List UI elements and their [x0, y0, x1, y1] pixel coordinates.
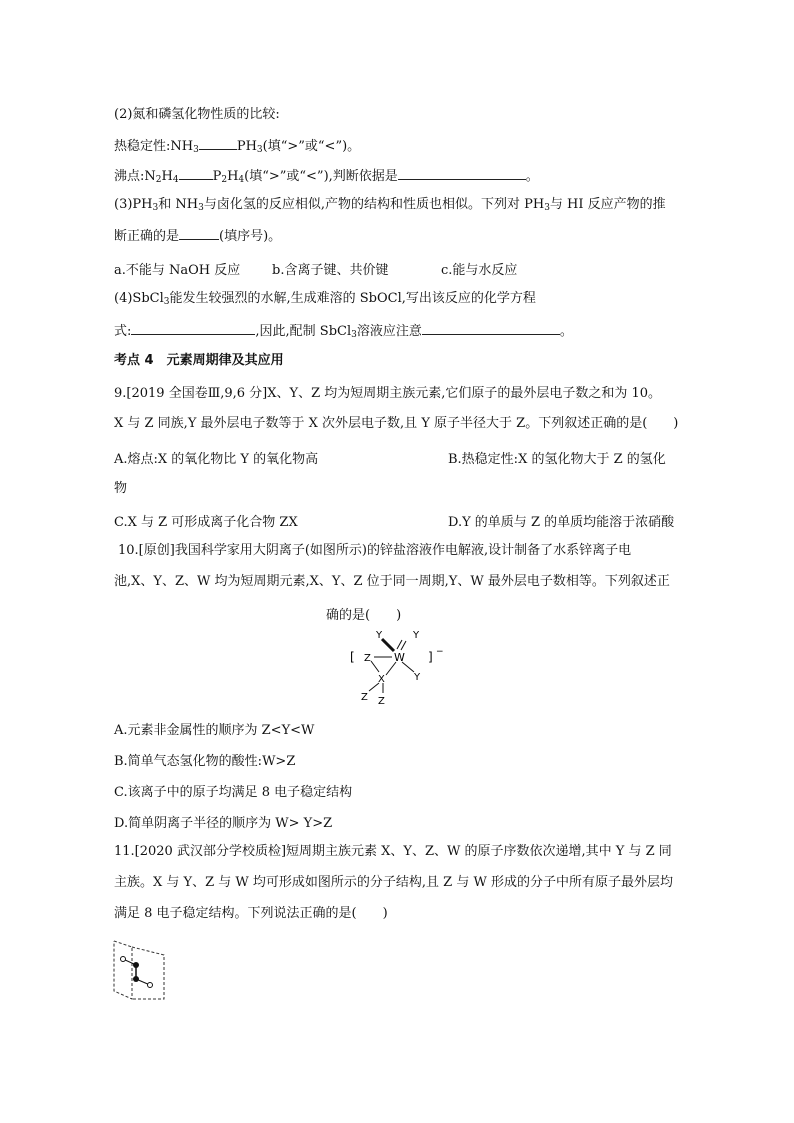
atom-z-bottom: Z	[378, 696, 385, 707]
q11-molecule-structure-diagram	[108, 935, 172, 1005]
bond-z-x	[371, 661, 379, 672]
bond-w-y-double-a	[397, 640, 402, 649]
q8-part3-line1: $(3)PH_3$和 $NH_3$与卤化氢的反应相似,产物的结构和性质也相似。下列对 $PH_3$与 HI 反应产物的推	[114, 197, 666, 213]
thermal-answer-blank[interactable]	[199, 136, 237, 150]
bp-answer-blank[interactable]	[179, 166, 213, 180]
atom-z-left: Z	[364, 653, 371, 664]
atom-small-2	[148, 983, 153, 988]
diagram-charge: −	[436, 647, 444, 657]
p4-note-blank[interactable]	[422, 321, 560, 335]
q9-option-d: D.Y 的单质与 Z 的单质均能溶于浓硝酸	[448, 515, 675, 530]
diagram-bracket-open: [	[350, 650, 355, 664]
bond-w-y-wedge	[382, 639, 394, 651]
q11-line3: 满足 8 电子稳定结构。下列说法正确的是( )	[114, 906, 388, 921]
atom-large-2	[133, 976, 139, 982]
q9-option-c: C.X 与 Z 可形成离子化合物 ZX	[114, 515, 298, 530]
atom-large-1	[133, 962, 139, 968]
q8-boiling-point-line: 沸点$:N_2H_4$ $P_2H_4$(填“>”或“<”),判断依据是 。	[114, 166, 539, 186]
diagram-bracket-close: ]	[428, 650, 433, 664]
q11-line1: 11.[2020 武汉部分学校质检]短周期主族元素 X、Y、Z、W 的原子序数依次递增,其中 Y 与 Z 同	[114, 844, 672, 859]
q8-part4-line1: (4)SbCl$_3$能发生较强烈的水解,生成难溶的 SbOCl,写出该反应的化学方程	[114, 291, 536, 307]
q9-option-b-line2: 物	[114, 481, 128, 496]
q8-part2-title: (2)氮和磷氢化物性质的比较:	[114, 107, 280, 122]
q10-line3: 确的是( )	[326, 608, 402, 623]
dashed-plane-right	[132, 947, 164, 999]
q8-option-c: c.能与水反应	[441, 263, 518, 278]
q9-line2: X 与 Z 同族,Y 最外层电子数等于 X 次外层电子数,且 Y 原子半径大于 Z。下列叙述正确的是( )	[114, 416, 679, 431]
q10-anion-structure-diagram	[340, 625, 460, 709]
p4-equation-blank[interactable]	[131, 321, 255, 335]
q9-option-a: A.熔点:X 的氧化物比 Y 的氧化物高	[114, 452, 319, 467]
q9-option-b-line1: B.热稳定性:X 的氢化物大于 Z 的氢化	[448, 452, 666, 467]
q10-option-b: B.简单气态氢化物的酸性:W>Z	[114, 754, 296, 769]
q8-thermal-stability-line: 热稳定性$:NH_3$ $PH_3$(填“>”或“<”)。	[114, 136, 360, 156]
q8-part4-line2: 式: ,因此,配制 SbCl$_3$溶液应注意 。	[114, 321, 573, 341]
dashed-plane-left	[114, 941, 132, 999]
section-heading: 考点 4 元素周期律及其应用	[114, 353, 284, 368]
atom-small-1	[121, 957, 126, 962]
q10-option-c: C.该离子中的原子均满足 8 电子稳定结构	[114, 785, 353, 800]
bp-reason-blank[interactable]	[398, 166, 526, 180]
q10-option-a: A.元素非金属性的顺序为 Z<Y<W	[114, 723, 315, 738]
q9-line1: 9.[2019 全国卷Ⅲ,9,6 分]X、Y、Z 均为短周期主族元素,它们原子的最外层电子数之和为 10。	[114, 386, 662, 401]
atom-y-top-left: Y	[376, 630, 383, 641]
atom-z-bottom-left: Z	[361, 692, 368, 703]
q10-line2: 池,X、Y、Z、W 均为短周期元素,X、Y、Z 位于同一周期,Y、W 最外层电子数相等。下列叙述正	[114, 574, 670, 589]
atom-y-top-right: Y	[413, 630, 420, 641]
q11-line2: 主族。X 与 Y、Z 与 W 均可形成如图所示的分子结构,且 Z 与 W 形成的分子中所有原子最外层均	[114, 875, 673, 890]
atom-w: W	[394, 651, 405, 664]
q8-option-a: a.不能与 NaOH 反应	[114, 263, 241, 278]
q10-line1: 10.[原创]我国科学家用大阴离子(如图所示)的锌盐溶液作电解液,设计制备了水系锌离子电	[118, 543, 632, 558]
atom-x: X	[378, 674, 385, 685]
atom-y-right: Y	[414, 672, 421, 683]
q10-option-d: D.简单阴离子半径的顺序为 W> Y>Z	[114, 816, 333, 831]
q8-part3-line2: 断正确的是 (填序号)。	[114, 226, 281, 246]
bond-w-y-double-b	[401, 641, 406, 650]
q8-option-b: b.含离子键、共价键	[272, 263, 389, 278]
p3-answer-blank[interactable]	[179, 226, 219, 240]
